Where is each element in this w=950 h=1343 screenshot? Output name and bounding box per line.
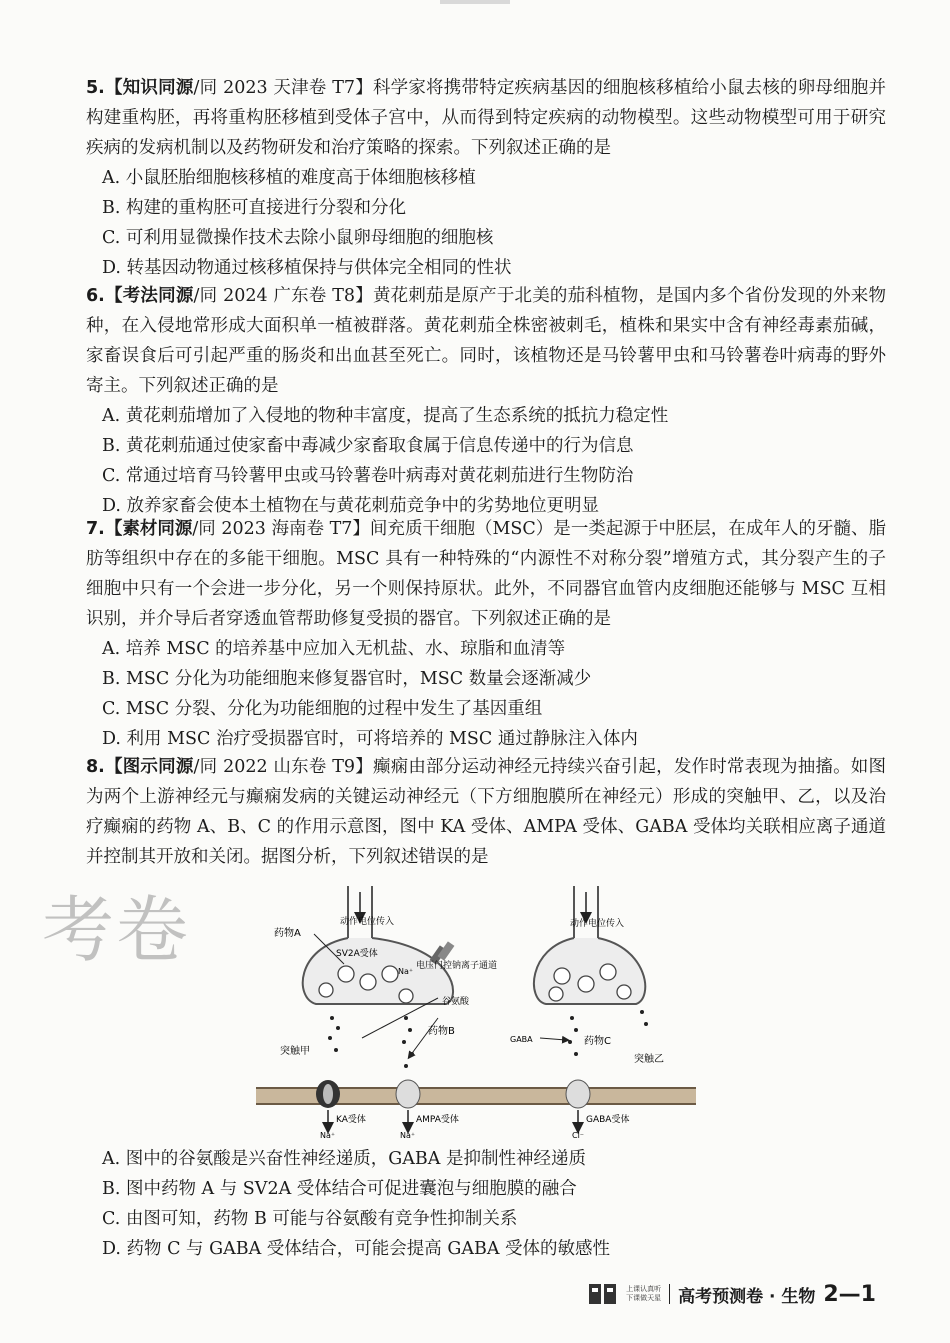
label-na-2: Na⁺: [400, 1131, 416, 1140]
label-synapse-a: 突触甲: [280, 1046, 310, 1057]
footer-title: 高考预测卷 · 生物: [678, 1286, 816, 1307]
publisher-logo-icon: [588, 1281, 618, 1307]
watermark-stamp: 考卷: [42, 888, 191, 972]
option-a: A. 小鼠胚胎细胞核移植的难度高于体细胞核移植: [102, 168, 476, 188]
ampa-receptor-icon: [396, 1080, 420, 1108]
label-na-1: Na⁺: [320, 1131, 336, 1140]
question-5: [86, 73, 886, 283]
label-cl: Cl⁻: [572, 1131, 585, 1140]
gaba-receptor-icon: [566, 1080, 590, 1108]
page-number: 2—1: [823, 1281, 876, 1307]
question-8: [86, 752, 886, 872]
top-scan-mark: [440, 0, 510, 4]
label-drug-c: 药物C: [584, 1036, 611, 1047]
option-b: B. MSC 分化为功能细胞来修复器官时，MSC 数量会逐渐减少: [102, 669, 592, 689]
label-na-top: Na⁺: [398, 967, 414, 976]
label-sv2a: SV2A受体: [336, 949, 378, 959]
option-b: B. 图中药物 A 与 SV2A 受体结合可促进囊泡与细胞膜的融合: [102, 1179, 577, 1199]
option-c: C. MSC 分裂、分化为功能细胞的过程中发生了基因重组: [102, 699, 543, 719]
option-d: D. 利用 MSC 治疗受损器官时，可将培养的 MSC 通过静脉注入体内: [102, 729, 638, 749]
gaba-dots: [568, 1010, 648, 1056]
label-na-channel: 电压门控钠离子通道: [416, 961, 498, 971]
label-drug-a: 药物A: [274, 928, 301, 939]
option-b: B. 黄花刺茄通过使家畜中毒减少家畜取食属于信息传递中的行为信息: [102, 436, 634, 456]
label-ap-right: 动作电位传入: [570, 919, 625, 929]
question-stem: 6.【考法同源/同 2024 广东卷 T8】黄花刺茄是原产于北美的茄科植物，是国内多个省份发现的外来物种，在入侵地常形成大面积单一植被群落。黄花刺茄全株密被刺毛，植株和果实中含有神经毒素茄碱，家畜误食后可引起严重的肠炎和出血甚至死亡。同时，该植物还是马铃薯甲虫和马铃薯卷叶病毒的野外寄主。下列叙述正确的是: [86, 286, 887, 396]
label-synapse-b: 突触乙: [634, 1054, 664, 1065]
page-footer: [588, 1276, 876, 1312]
label-ka: KA受体: [336, 1115, 366, 1125]
ka-receptor-icon: [316, 1080, 340, 1108]
question-8-options: [86, 1144, 886, 1264]
question-stem: 8.【图示同源/同 2022 山东卷 T9】癫痫由部分运动神经元持续兴奋引起，发作时常表现为抽搐。如图为两个上游神经元与癫痫发病的关键运动神经元（下方细胞膜所在神经元）形成的突触甲、乙，以及治疗癫痫的药物 A、B、C 的作用示意图，图中 KA 受体、AMPA 受体、GABA 受体均关联相应离子通道并控制其开放和关闭。据图分析，下列叙述错误的是: [86, 757, 887, 867]
option-c: C. 常通过培育马铃薯甲虫或马铃薯卷叶病毒对黄花刺茄进行生物防治: [102, 466, 634, 486]
label-gaba: GABA: [510, 1035, 533, 1044]
label-ampa: AMPA受体: [416, 1115, 459, 1125]
option-a: A. 培养 MSC 的培养基中应加入无机盐、水、琼脂和血清等: [102, 639, 566, 659]
question-stem: 7.【素材同源/同 2023 海南卷 T7】间充质干细胞（MSC）是一类起源于中胚层，在成年人的牙髓、脂肪等组织中存在的多能干细胞。MSC 具有一种特殊的“内源性不对称分裂”增殖方式，其分裂产生的子细胞中只有一个会进一步分化，另一个则保持原状。此外，不同器官血管内皮细胞还能够与 MSC 互相识别，并介导后者穿透血管帮助修复受损的器官。下列叙述正确的是: [86, 519, 886, 629]
label-drug-b: 药物B: [428, 1026, 455, 1037]
option-b: B. 构建的重构胚可直接进行分裂和分化: [102, 198, 406, 218]
option-a: A. 黄花刺茄增加了入侵地的物种丰富度，提高了生态系统的抵抗力稳定性: [102, 406, 669, 426]
label-ap-left: 动作电位传入: [340, 917, 395, 927]
label-glutamate: 谷氨酸: [442, 997, 470, 1007]
option-d: D. 放养家畜会使本土植物在与黄花刺茄竞争中的劣势地位更明显: [102, 496, 600, 516]
option-c: C. 可利用显微操作技术去除小鼠卵母细胞的细胞核: [102, 228, 494, 248]
question-stem: 5.【知识同源/同 2023 天津卷 T7】科学家将携带特定疾病基因的细胞核移植给小鼠去核的卵母细胞并构建重构胚，再将重构胚移植到受体子宫中，从而得到特定疾病的动物模型。这些动物模型可用于研究疾病的发病机制以及药物研发和治疗策略的探索。下列叙述正确的是: [86, 78, 887, 158]
question-6: [86, 281, 886, 521]
footer-divider: [669, 1284, 670, 1304]
option-d: D. 转基因动物通过核移植保持与供体完全相同的性状: [102, 258, 512, 278]
glutamate-dots: [328, 1016, 414, 1068]
label-gaba-receptor: GABA受体: [586, 1115, 630, 1125]
footer-slogan: 上课认真听 下课做天星: [626, 1285, 662, 1302]
synapse-diagram: [256, 878, 696, 1140]
question-7: [86, 514, 886, 754]
option-d: D. 药物 C 与 GABA 受体结合，可能会提高 GABA 受体的敏感性: [102, 1239, 611, 1259]
option-a: A. 图中的谷氨酸是兴奋性神经递质，GABA 是抑制性神经递质: [102, 1149, 586, 1169]
option-c: C. 由图可知，药物 B 可能与谷氨酸有竞争性抑制关系: [102, 1209, 518, 1229]
